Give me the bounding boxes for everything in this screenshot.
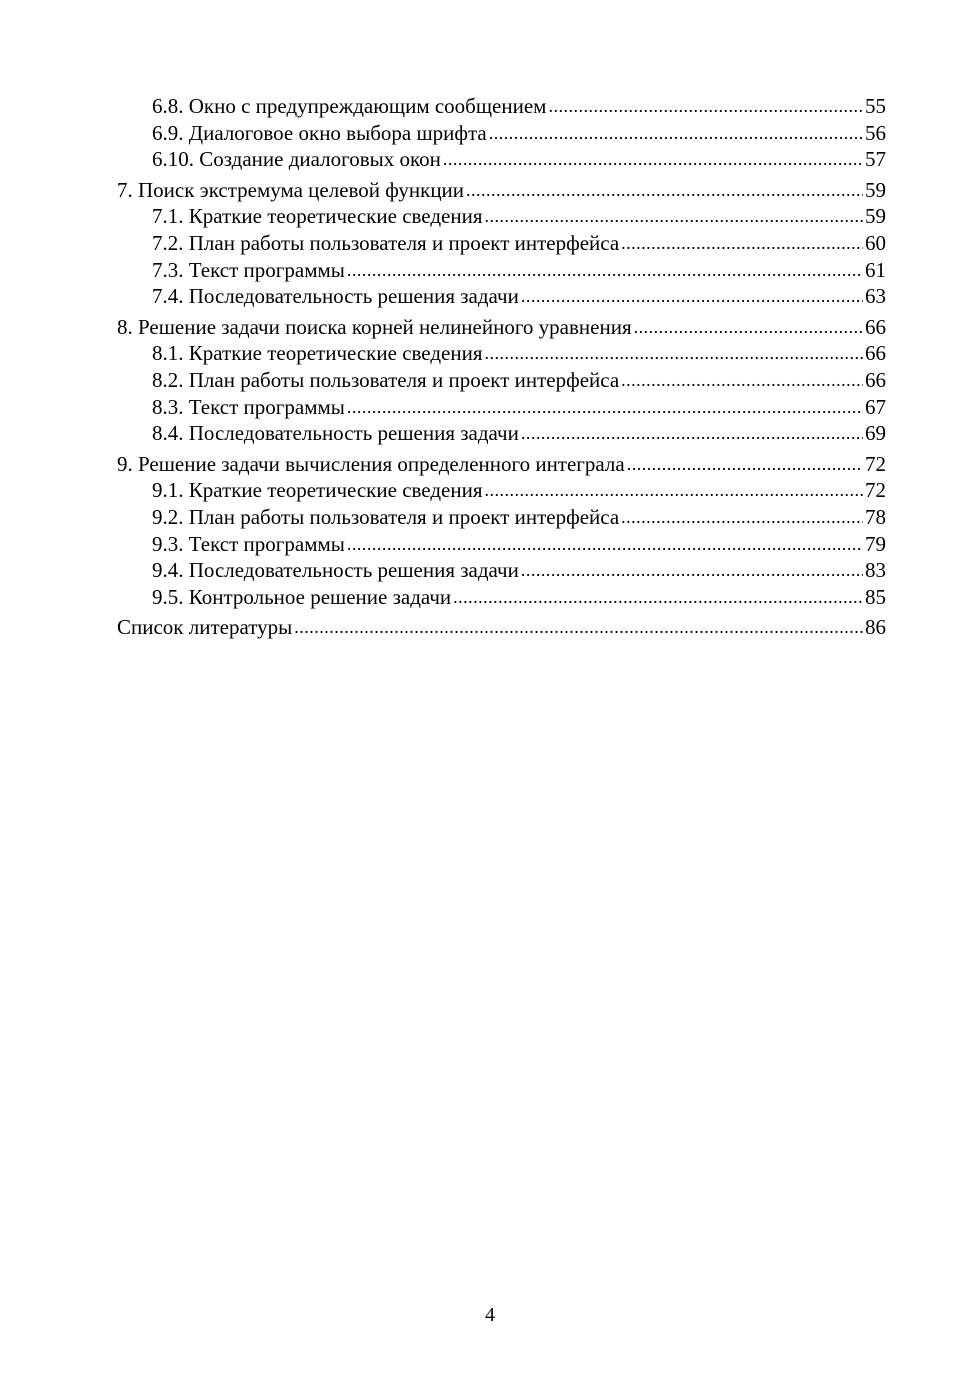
toc-dot-leader bbox=[443, 145, 863, 173]
toc-entry-page: 57 bbox=[865, 147, 886, 172]
toc-dot-leader bbox=[634, 313, 863, 341]
toc-entry[interactable] bbox=[117, 420, 886, 447]
toc-entry-title: 7.2. План работы пользователя и проект интерфейса bbox=[152, 230, 620, 255]
toc-entry-title: 9.4. Последовательность решения задачи bbox=[152, 558, 519, 583]
toc-entry[interactable] bbox=[117, 93, 886, 120]
toc-entry-page: 56 bbox=[865, 120, 886, 145]
toc-entry-page: 72 bbox=[865, 478, 886, 503]
toc-entry-page: 61 bbox=[865, 257, 886, 282]
toc-entry-title: 7. Поиск экстремума целевой функции bbox=[117, 177, 465, 202]
toc-dot-leader bbox=[485, 339, 864, 367]
toc-entry-page: 69 bbox=[865, 421, 886, 446]
toc-entry-page: 79 bbox=[865, 531, 886, 556]
toc-entry-title: 8.2. План работы пользователя и проект интерфейса bbox=[152, 367, 620, 392]
toc-entry[interactable] bbox=[117, 146, 886, 173]
toc-dot-leader bbox=[485, 476, 864, 504]
toc-entry-title: 8.3. Текст программы bbox=[152, 394, 345, 419]
table-of-contents bbox=[117, 93, 886, 645]
toc-dot-leader bbox=[466, 176, 863, 204]
toc-section-7 bbox=[117, 177, 886, 310]
toc-entry-title: Список литературы bbox=[117, 615, 293, 640]
toc-section-9 bbox=[117, 451, 886, 611]
toc-entry[interactable] bbox=[117, 504, 886, 531]
toc-chapter-entry[interactable] bbox=[117, 177, 886, 204]
toc-entry-title: 9. Решение задачи вычисления определенного интеграла bbox=[117, 451, 625, 476]
toc-entry-page: 59 bbox=[865, 204, 886, 229]
toc-entry[interactable] bbox=[117, 257, 886, 284]
toc-entry-page: 78 bbox=[865, 504, 886, 529]
toc-entry-title: 9.3. Текст программы bbox=[152, 531, 345, 556]
toc-dot-leader bbox=[347, 393, 863, 421]
toc-dot-leader bbox=[294, 613, 863, 641]
toc-entry-page: 60 bbox=[865, 230, 886, 255]
toc-entry-title: 7.4. Последовательность решения задачи bbox=[152, 284, 519, 309]
toc-entry-page: 66 bbox=[865, 341, 886, 366]
toc-entry[interactable] bbox=[117, 230, 886, 257]
toc-entry-title: 8.1. Краткие теоретические сведения bbox=[152, 341, 483, 366]
toc-dot-leader bbox=[621, 503, 863, 531]
toc-entry-title: 9.2. План работы пользователя и проект интерфейса bbox=[152, 504, 620, 529]
toc-dot-leader bbox=[347, 530, 863, 558]
toc-dot-leader bbox=[485, 202, 864, 230]
toc-section-8 bbox=[117, 314, 886, 447]
toc-section-references bbox=[117, 614, 886, 641]
toc-dot-leader bbox=[489, 119, 863, 147]
toc-chapter-entry[interactable] bbox=[117, 451, 886, 478]
toc-entry-page: 72 bbox=[865, 451, 886, 476]
toc-dot-leader bbox=[453, 583, 863, 611]
toc-chapter-entry[interactable] bbox=[117, 314, 886, 341]
toc-section-6 bbox=[117, 93, 886, 173]
toc-entry[interactable] bbox=[117, 203, 886, 230]
toc-dot-leader bbox=[521, 282, 863, 310]
toc-entry-title: 8. Решение задачи поиска корней нелинейного уравнения bbox=[117, 314, 632, 339]
toc-entry-title: 6.10. Создание диалоговых окон bbox=[152, 147, 441, 172]
page-number: 4 bbox=[485, 1304, 495, 1326]
toc-entry[interactable] bbox=[117, 531, 886, 558]
toc-entry[interactable] bbox=[117, 557, 886, 584]
toc-entry-page: 66 bbox=[865, 314, 886, 339]
toc-entry-title: 6.9. Диалоговое окно выбора шрифта bbox=[152, 120, 487, 145]
toc-entry-page: 59 bbox=[865, 177, 886, 202]
toc-entry-page: 55 bbox=[865, 94, 886, 118]
toc-entry-title: 9.5. Контрольное решение задачи bbox=[152, 584, 452, 609]
toc-entry[interactable] bbox=[117, 120, 886, 147]
toc-entry-title: 9.1. Краткие теоретические сведения bbox=[152, 478, 483, 503]
toc-dot-leader bbox=[548, 92, 863, 120]
toc-entry-page: 83 bbox=[865, 558, 886, 583]
toc-entry[interactable] bbox=[117, 283, 886, 310]
toc-entry-page: 86 bbox=[865, 615, 886, 640]
toc-entry[interactable] bbox=[117, 367, 886, 394]
toc-entry-page: 66 bbox=[865, 367, 886, 392]
toc-dot-leader bbox=[621, 366, 863, 394]
toc-dot-leader bbox=[627, 450, 863, 478]
toc-dot-leader bbox=[621, 229, 863, 257]
toc-entry-title: 6.8. Окно с предупреждающим сообщением bbox=[152, 94, 547, 118]
toc-entry[interactable] bbox=[117, 340, 886, 367]
toc-dot-leader bbox=[347, 256, 863, 284]
toc-entry-page: 63 bbox=[865, 284, 886, 309]
toc-entry[interactable] bbox=[117, 584, 886, 611]
toc-chapter-entry[interactable] bbox=[117, 614, 886, 641]
toc-entry[interactable] bbox=[117, 477, 886, 504]
toc-entry-title: 7.3. Текст программы bbox=[152, 257, 345, 282]
toc-entry-page: 67 bbox=[865, 394, 886, 419]
toc-dot-leader bbox=[521, 556, 863, 584]
toc-entry[interactable] bbox=[117, 394, 886, 421]
toc-dot-leader bbox=[521, 419, 863, 447]
toc-entry-page: 85 bbox=[865, 584, 886, 609]
toc-entry-title: 7.1. Краткие теоретические сведения bbox=[152, 204, 483, 229]
toc-entry-title: 8.4. Последовательность решения задачи bbox=[152, 421, 519, 446]
